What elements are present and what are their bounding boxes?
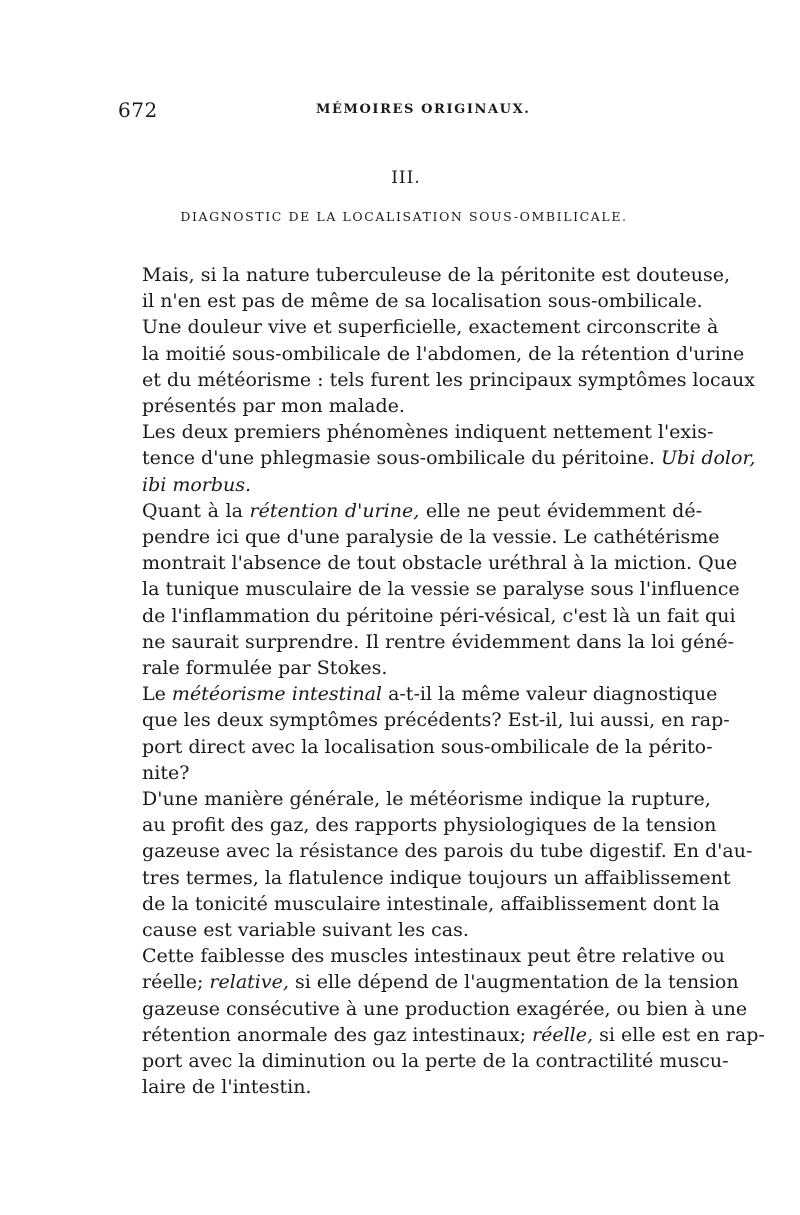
text-line: Une douleur vive et superficielle, exactement circonscrite à [142, 316, 719, 339]
italic-phrase: Ubi dolor, [661, 447, 756, 470]
italic-phrase: relative, [209, 971, 289, 994]
text-line [116, 1022, 765, 1048]
paragraph-6 [116, 786, 753, 943]
text-line: port avec la diminution ou la perte de la contractilité muscu- [142, 1050, 729, 1073]
text-line: et du météorisme : tels furent les principaux symptômes locaux [142, 368, 755, 391]
text-line: la moitié sous-ombilicale de l'abdomen, de la rétention d'urine [142, 342, 745, 365]
text-line: laire de l'intestin. [142, 1076, 312, 1099]
text-line: gazeuse consécutive à une production exagérée, ou bien à une [142, 997, 748, 1020]
text-segment: rétention anormale des gaz intestinaux; [142, 1023, 526, 1046]
paragraph-7 [116, 943, 765, 1100]
text-line: présentés par mon malade. [142, 395, 405, 418]
text-line: nite? [142, 761, 190, 784]
paragraph-5 [116, 681, 730, 786]
text-segment: Quant à la [142, 499, 243, 522]
text-line: Cette faiblesse des muscles intestinaux peut être relative ou [142, 945, 725, 968]
paragraph-3 [116, 419, 756, 498]
italic-phrase: ibi morbus. [142, 473, 252, 496]
running-head: MÉMOIRES ORIGINAUX. [316, 102, 531, 117]
text-line [116, 472, 702, 498]
body-text [116, 262, 765, 1101]
text-line: cause est variable suivant les cas. [142, 919, 469, 942]
italic-phrase: météorisme intestinal [171, 683, 383, 706]
text-line [116, 445, 756, 471]
text-segment: si elle dépend de l'augmentation de la tension [294, 971, 739, 994]
page-header [118, 98, 698, 128]
text-line: D'une manière générale, le météorisme indique la rupture, [142, 788, 711, 811]
italic-phrase: rétention d'urine, [249, 499, 420, 522]
page-number: 672 [118, 98, 158, 122]
italic-phrase: réelle, [532, 1023, 594, 1046]
text-line: pendre ici que d'une paralysie de la vessie. Le cathétérisme [142, 526, 720, 549]
text-line: de l'inflammation du péritoine péri-vésical, c'est là un fait qui [142, 604, 736, 627]
text-segment: si elle est en rap- [599, 1023, 765, 1046]
text-line: de la tonicité musculaire intestinale, affaiblissement dont la [142, 892, 720, 915]
section-title: DIAGNOSTIC DE LA LOCALISATION SOUS-OMBILICALE. [180, 209, 628, 224]
text-line: Les deux premiers phénomènes indiquent nettement l'exis- [142, 421, 714, 444]
text-line: port direct avec la localisation sous-ombilicale de la périto- [142, 735, 713, 758]
text-segment: réelle; [142, 971, 204, 994]
text-line: au profit des gaz, des rapports physiologiques de la tension [142, 814, 717, 837]
text-line: tres termes, la flatulence indique toujours un affaiblissement [142, 866, 731, 889]
paragraph-1 [116, 262, 731, 314]
text-line: ne saurait surprendre. Il rentre évidemment dans la loi géné- [142, 630, 735, 653]
text-line: rale formulée par Stokes. [142, 657, 388, 680]
text-segment: a-t-il la même valeur diagnostique [388, 683, 718, 706]
text-segment: Le [142, 683, 166, 706]
text-segment: elle ne peut évidemment dé- [425, 499, 702, 522]
section-number: III. [391, 168, 421, 188]
text-line: que les deux symptômes précédents? Est-il, lui aussi, en rap- [142, 709, 730, 732]
text-line: montrait l'absence de tout obstacle uréthral à la miction. Que [142, 552, 738, 575]
text-line: la tunique musculaire de la vessie se paralyse sous l'influence [142, 578, 740, 601]
paragraph-2 [116, 314, 755, 419]
text-line [116, 498, 702, 524]
paragraph-4 [116, 498, 740, 681]
text-line: Mais, si la nature tuberculeuse de la péritonite est douteuse, [142, 264, 731, 286]
text-line [116, 969, 739, 995]
text-line: il n'en est pas de même de sa localisation sous-ombilicale. [142, 290, 703, 313]
text-line [116, 681, 718, 707]
text-line: gazeuse avec la résistance des parois du tube digestif. En d'au- [142, 840, 753, 863]
text-segment: tence d'une phlegmasie sous-ombilicale du péritoine. [142, 447, 655, 470]
